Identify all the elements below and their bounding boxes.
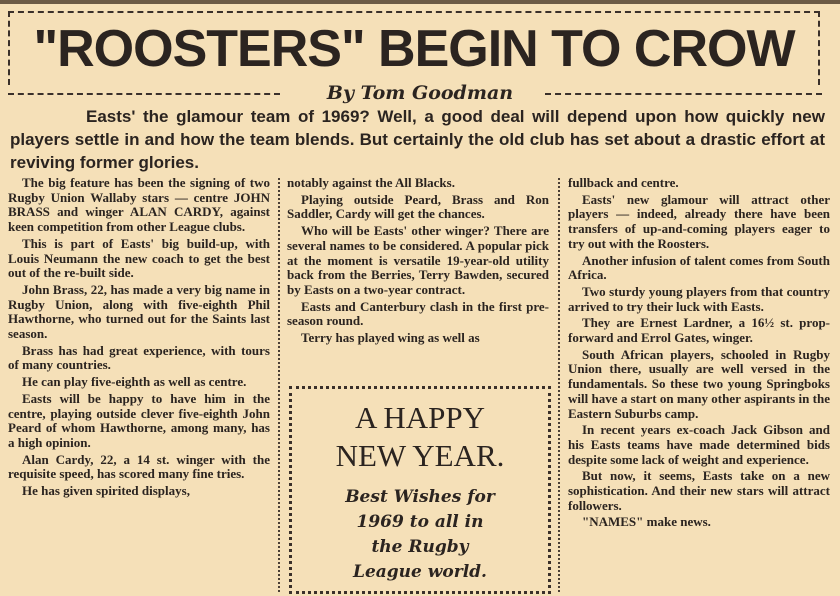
paragraph: In recent years ex-coach Jack Gibson and his Easts teams have made determined bids despite some lack of weight and experience.: [568, 422, 830, 467]
paragraph: Terry has played wing as well as: [301, 330, 480, 346]
paragraph: John Brass, 22, has made a very big name in Rugby Union, along with five-eighth Phil Hawthorne, who turned out for the Saints last season.: [8, 281, 270, 342]
greeting-line: Best Wishes for: [345, 487, 495, 507]
paragraph: notably against the All Blacks.: [287, 175, 455, 190]
column-2: [287, 176, 549, 348]
column-divider: [278, 178, 280, 592]
paragraph: "NAMES" make news.: [582, 514, 711, 530]
paragraph: They are Ernest Lardner, a 16½ st. prop-forward and Errol Gates, winger.: [568, 315, 830, 346]
column-divider: [558, 178, 560, 592]
paragraph: South African players, schooled in Rugby Union there, usually are well versed in the fundamentals. So these two young Springboks will have a start on many other aspirants in the Eastern Suburbs camp.: [568, 346, 830, 421]
paragraph: Brass has had great experience, with tours of many countries.: [8, 342, 270, 373]
paragraph: Easts' new glamour will attract other players — indeed, already there have been transfers of up-and-coming players eager to try out with the Roosters.: [568, 191, 830, 251]
headline: "ROOSTERS" BEGIN TO CROW: [33, 20, 795, 78]
greeting-line: A HAPPY: [354, 400, 486, 435]
paragraph: He has given spirited displays,: [22, 483, 190, 499]
paragraph: Playing outside Peard, Brass and Ron Saddler, Cardy will get the chances.: [287, 191, 549, 222]
paragraph: Alan Cardy, 22, a 14 st. winger with the requisite speed, has scored many fine tries.: [8, 451, 270, 482]
paragraph: This is part of Easts' big build-up, with Louis Neumann the new coach to get the best out of the re-built side.: [8, 235, 270, 281]
paragraph: Easts will be happy to have him in the centre, playing outside clever five-eighth John Peard of whom Hawthorne, among many, has a high opinion.: [8, 390, 270, 450]
paragraph: He can play five-eighth as well as centre.: [22, 374, 247, 390]
paragraph: But now, it seems, Easts take on a new sophistication. And their new stars will attract followers.: [568, 468, 830, 513]
greeting-line: NEW YEAR.: [335, 438, 505, 473]
top-border: [0, 0, 840, 4]
lead-paragraph: Easts' the glamour team of 1969? Well, a good deal will depend upon how quickly new players settle in and how the team blends. But certainly the old club has set about a drastic effort at reviving former glories.: [10, 107, 825, 172]
greeting-line: League world.: [353, 562, 487, 582]
paragraph: Another infusion of talent comes from South Africa.: [568, 252, 830, 283]
paragraph: Easts and Canterbury clash in the first pre-season round.: [287, 298, 549, 329]
greeting-line: 1969 to all in: [356, 512, 484, 532]
greeting-line: the Rugby: [371, 537, 469, 557]
column-3: [568, 176, 830, 532]
paragraph: Two sturdy young players from that country arrived to try their luck with Easts.: [568, 283, 830, 314]
paragraph: fullback and centre.: [568, 175, 679, 190]
byline: By Tom Goodman: [326, 82, 514, 104]
column-1: [8, 176, 270, 501]
new-year-greeting-box: [289, 386, 551, 594]
paragraph: Who will be Easts' other winger? There are several names to be considered. A popular pick at the moment is versatile 19-year-old utility back from the Berries, Terry Bawden, secured by Easts on a two-year contract.: [287, 223, 549, 297]
paragraph: The big feature has been the signing of two Rugby Union Wallaby stars — centre JOHN BRASS and winger ALAN CARDY, against keen competition from other League clubs.: [8, 175, 270, 235]
headline-box: [8, 11, 820, 85]
